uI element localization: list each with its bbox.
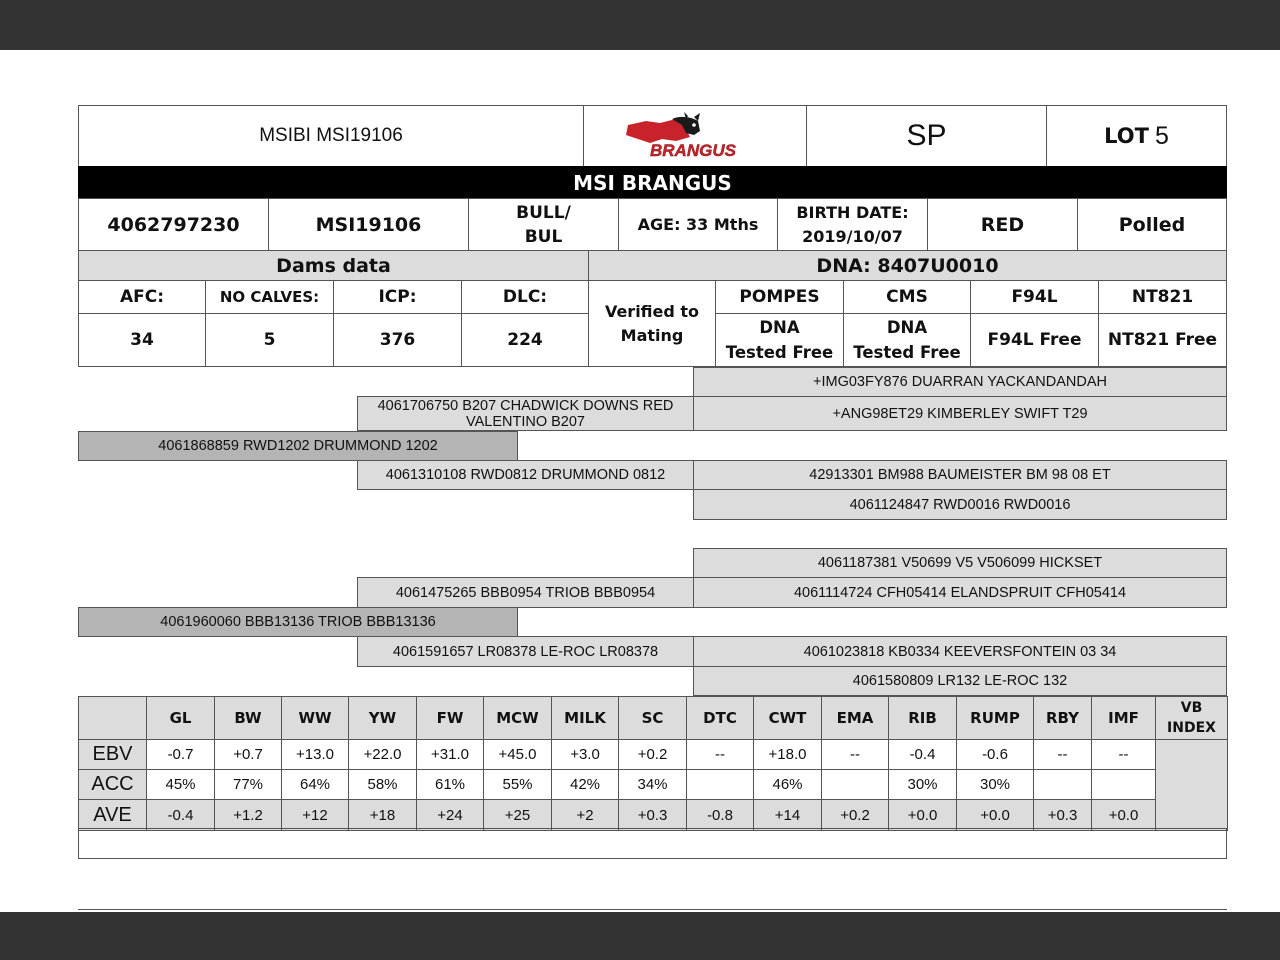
vb-index-line2: INDEX: [1167, 720, 1216, 736]
no-calves-value-cell: [205, 313, 334, 367]
pedigree-sdd: [693, 489, 1227, 520]
card-footer-row: [78, 828, 1227, 859]
pedigree-sire-text: 4061868859 RWD1202 DRUMMOND 1202: [158, 438, 438, 454]
dlc-label: DLC:: [502, 287, 548, 307]
pedigree-dam-sire-text: 4061475265 BBB0954 TRIOB BBB0954: [395, 584, 656, 601]
acc-cell: [822, 770, 889, 800]
cms-header: [843, 280, 971, 314]
animal-code-cell: [268, 198, 469, 251]
vb-index-value: [1156, 740, 1228, 831]
ave-cell: +1.2: [215, 800, 282, 831]
sp-label: SP: [906, 119, 947, 152]
pedigree-sds-text: 42913301 BM988 BAUMEISTER BM 98 08 ET: [809, 467, 1111, 483]
pedigree-dam-dam: [357, 636, 694, 667]
ave-cell: -0.4: [147, 800, 215, 831]
pedigree-ddd-text: 4061580809 LR132 LE-ROC 132: [852, 673, 1068, 689]
icp-value: 376: [379, 330, 416, 350]
ebv-table: [78, 696, 1228, 831]
pedigree-ddd: [693, 666, 1227, 696]
acc-cell: 30%: [889, 770, 957, 800]
ave-cell: +0.0: [957, 800, 1034, 831]
ebv-cell: --: [1034, 740, 1092, 770]
top-viewer-bar: [0, 0, 1280, 50]
ebv-col-header: RBY: [1034, 697, 1092, 740]
vb-index-line1: VB: [1180, 700, 1203, 716]
lot-cell: [1046, 105, 1227, 167]
ebv-row: [79, 740, 1228, 770]
icp-value-cell: [333, 313, 462, 367]
vb-index-header: [1156, 697, 1228, 740]
acc-cell: [1092, 770, 1156, 800]
pedigree-sire-dam-text: 4061310108 RWD0812 DRUMMOND 0812: [385, 467, 666, 483]
pedigree-dsd: [693, 577, 1227, 608]
breed-title: MSI BRANGUS: [573, 170, 732, 195]
horn-value: Polled: [1118, 213, 1186, 236]
nt821-result-text: NT821 Free: [1107, 330, 1218, 350]
pompes-label: POMPES: [739, 287, 820, 307]
cms-result: [843, 313, 971, 367]
ebv-col-header: MCW: [484, 697, 552, 740]
ebv-col-header: YW: [349, 697, 417, 740]
ebv-cell: +31.0: [417, 740, 484, 770]
sp-cell: [806, 105, 1047, 167]
pedigree-ssd: [693, 396, 1227, 431]
pedigree-sss: [693, 367, 1227, 397]
animal-id-cell: [78, 198, 269, 251]
ebv-col-header: DTC: [687, 697, 754, 740]
ebv-cell: --: [1092, 740, 1156, 770]
icp-label: ICP:: [378, 287, 417, 307]
ebv-col-header: RUMP: [957, 697, 1034, 740]
pedigree-dam-sire: [357, 577, 694, 608]
dams-data-header: [78, 250, 589, 281]
animal-code: MSI19106: [315, 213, 422, 236]
pedigree-dam-text: 4061960060 BBB13136 TRIOB BBB13136: [160, 614, 436, 630]
ave-cell: +14: [754, 800, 822, 831]
ebv-row-label: EBV: [79, 740, 147, 770]
ebv-col-header: RIB: [889, 697, 957, 740]
pedigree-dam-dam-text: 4061591657 LR08378 LE-ROC LR08378: [392, 643, 659, 660]
f94l-header: [970, 280, 1099, 314]
ebv-col-header: BW: [215, 697, 282, 740]
ebv-cell: -0.7: [147, 740, 215, 770]
age-value: AGE: 33 Mths: [637, 215, 759, 234]
pedigree-sire-sire: [357, 396, 694, 431]
birth-date-cell: [777, 198, 928, 251]
title-bar: [78, 166, 1227, 199]
svg-text:BRANGUS: BRANGUS: [650, 141, 736, 160]
ebv-cell: +22.0: [349, 740, 417, 770]
f94l-result: [970, 313, 1099, 367]
acc-cell: 45%: [147, 770, 215, 800]
sex-cell: [468, 198, 619, 251]
ebv-col-header: GL: [147, 697, 215, 740]
dna-title: DNA: 8407U0010: [816, 254, 999, 277]
acc-cell: 34%: [619, 770, 687, 800]
afc-value: 34: [130, 330, 154, 350]
dna-header: [588, 250, 1227, 281]
dams-title: Dams data: [276, 254, 391, 277]
ave-cell: +24: [417, 800, 484, 831]
ebv-cell: +45.0: [484, 740, 552, 770]
bottom-viewer-bar: [0, 912, 1280, 960]
pedigree-sire-dam: [357, 460, 694, 490]
lot-number: 5: [1154, 121, 1169, 150]
ebv-col-header: IMF: [1092, 697, 1156, 740]
ebv-col-header: MILK: [552, 697, 619, 740]
ebv-col-header: WW: [282, 697, 349, 740]
pedigree-sdd-text: 4061124847 RWD0016 RWD0016: [849, 496, 1071, 513]
pedigree-dss-text: 4061187381 V50699 V5 V506099 HICKSET: [817, 555, 1103, 571]
acc-cell: 42%: [552, 770, 619, 800]
acc-cell: 64%: [282, 770, 349, 800]
nt821-header: [1098, 280, 1227, 314]
age-cell: [618, 198, 778, 251]
no-calves-header: [205, 280, 334, 314]
acc-cell: 55%: [484, 770, 552, 800]
no-calves-value: 5: [263, 330, 276, 350]
ebv-corner-cell: [79, 697, 147, 740]
cms-result-line1: DNA: [886, 318, 928, 337]
color-cell: [927, 198, 1078, 251]
ebv-cell: -0.6: [957, 740, 1034, 770]
ebv-col-header: CWT: [754, 697, 822, 740]
afc-value-cell: [78, 313, 206, 367]
pompes-result-line1: DNA: [759, 318, 800, 337]
birth-date-value: 2019/10/07: [802, 226, 903, 246]
verified-cell: [588, 280, 716, 367]
ebv-col-header: FW: [417, 697, 484, 740]
pedigree-sire-sire-text: 4061706750 B207 CHADWICK DOWNS RED VALENTINO B207: [377, 397, 674, 430]
ave-cell: +2: [552, 800, 619, 831]
acc-cell: 58%: [349, 770, 417, 800]
acc-cell: 77%: [215, 770, 282, 800]
ave-cell: +0.0: [889, 800, 957, 831]
pedigree-dds-text: 4061023818 KB0334 KEEVERSFONTEIN 03 34: [803, 643, 1117, 660]
cms-label: CMS: [886, 287, 928, 307]
nt821-label: NT821: [1131, 287, 1194, 307]
acc-cell: [1034, 770, 1092, 800]
dlc-value: 224: [507, 330, 543, 350]
ebv-cell: +13.0: [282, 740, 349, 770]
brangus-logo: [620, 111, 770, 161]
cms-result-line2: Tested Free: [853, 343, 961, 362]
ave-cell: +0.3: [1034, 800, 1092, 831]
ave-cell: +12: [282, 800, 349, 831]
icp-header: [333, 280, 462, 314]
pedigree-dam: [78, 607, 518, 637]
pedigree-dsd-text: 4061114724 CFH05414 ELANDSPRUIT CFH05414: [793, 584, 1127, 601]
acc-cell: 46%: [754, 770, 822, 800]
ebv-cell: -0.4: [889, 740, 957, 770]
pedigree-ssd-text: +ANG98ET29 KIMBERLEY SWIFT T29: [832, 405, 1088, 422]
afc-header: [78, 280, 206, 314]
pompes-header: [715, 280, 844, 314]
color-value: RED: [980, 213, 1025, 236]
ebv-cell: +0.7: [215, 740, 282, 770]
ave-row-label: AVE: [79, 800, 147, 831]
acc-row-label: ACC: [79, 770, 147, 800]
ebv-cell: +0.2: [619, 740, 687, 770]
ave-cell: +0.0: [1092, 800, 1156, 831]
pedigree-sss-text: +IMG03FY876 DUARRAN YACKANDANDAH: [813, 374, 1107, 390]
horn-cell: [1077, 198, 1227, 251]
pedigree-sds: [693, 460, 1227, 490]
ebv-cell: --: [687, 740, 754, 770]
ebv-cell: +18.0: [754, 740, 822, 770]
animal-name: MSIBI MSI19106: [259, 125, 403, 146]
nt821-result: [1098, 313, 1227, 367]
pedigree-dss: [693, 548, 1227, 578]
no-calves-label: NO CALVES:: [219, 288, 320, 306]
pedigree-sire: [78, 431, 518, 461]
ebv-cell: --: [822, 740, 889, 770]
acc-cell: [687, 770, 754, 800]
ave-row: [79, 800, 1228, 831]
pompes-result-line2: Tested Free: [725, 343, 834, 362]
logo-cell: [583, 105, 807, 167]
ave-cell: +18: [349, 800, 417, 831]
ave-cell: +25: [484, 800, 552, 831]
pompes-result: [715, 313, 844, 367]
ebv-cell: +3.0: [552, 740, 619, 770]
acc-cell: 61%: [417, 770, 484, 800]
acc-cell: 30%: [957, 770, 1034, 800]
pedigree-dds: [693, 636, 1227, 667]
sex-line2: BUL: [524, 226, 563, 247]
lot-label: LOT: [1104, 124, 1149, 148]
ave-cell: -0.8: [687, 800, 754, 831]
animal-id: 4062797230: [107, 213, 240, 236]
verified-line2: Mating: [620, 325, 684, 345]
f94l-result-text: F94L Free: [987, 330, 1082, 350]
afc-label: AFC:: [119, 287, 165, 307]
dlc-header: [461, 280, 589, 314]
sex-line1: BULL/: [516, 202, 571, 223]
animal-name-cell: [78, 105, 584, 167]
ave-cell: +0.3: [619, 800, 687, 831]
verified-line1: Verified to: [604, 301, 700, 321]
birth-date-label: BIRTH DATE:: [796, 202, 909, 222]
ebv-header-row: [79, 697, 1228, 740]
acc-row: [79, 770, 1228, 800]
dlc-value-cell: [461, 313, 589, 367]
f94l-label: F94L: [1011, 287, 1058, 307]
ebv-col-header: SC: [619, 697, 687, 740]
ebv-col-header: EMA: [822, 697, 889, 740]
ave-cell: +0.2: [822, 800, 889, 831]
